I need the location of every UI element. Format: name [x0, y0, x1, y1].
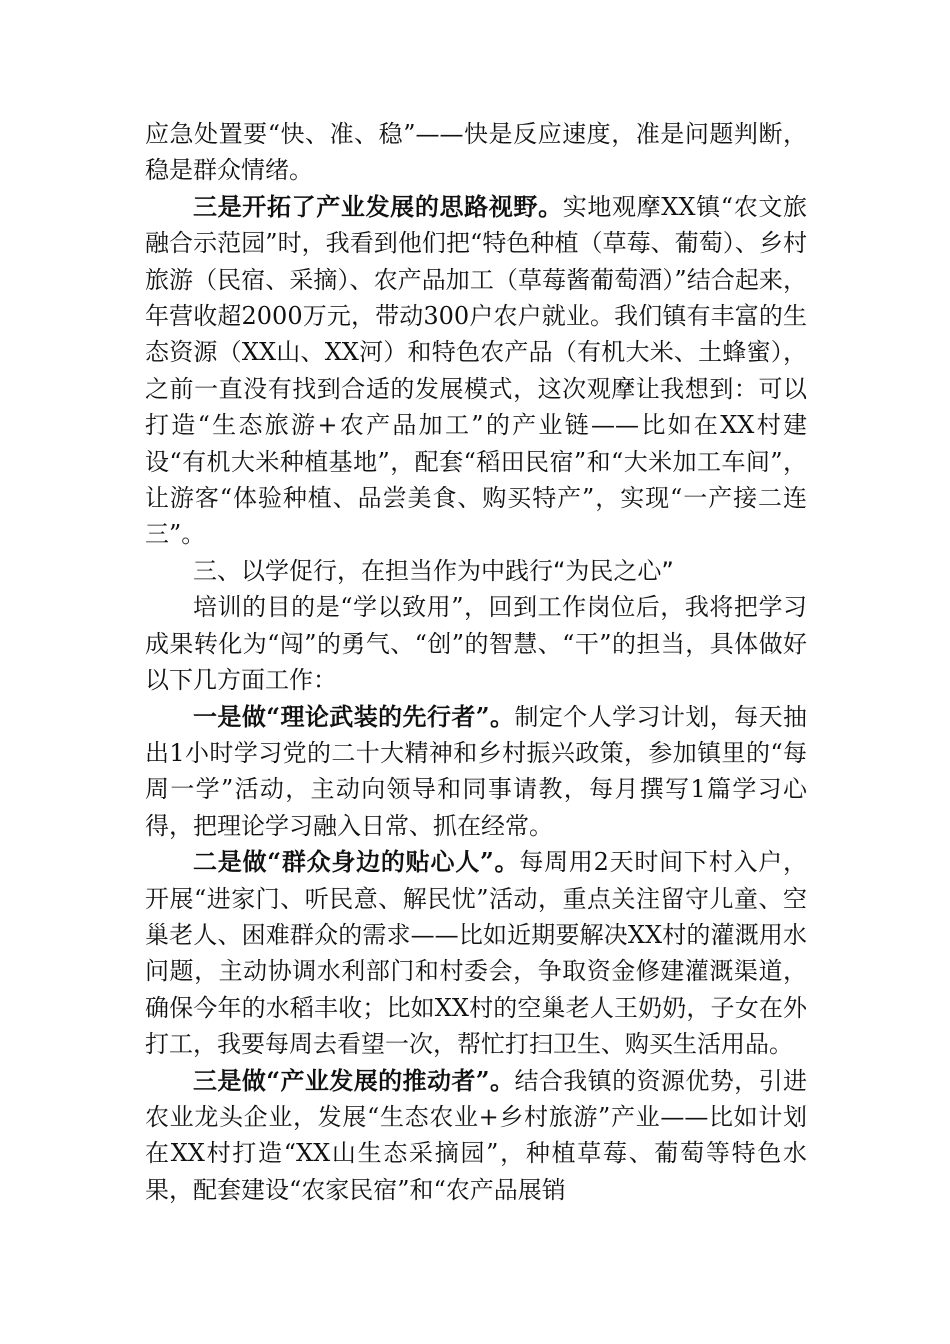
document-body: [145, 116, 807, 1208]
paragraph-text: 培训的目的是“学以致用”，回到工作岗位后，我将把学习成果转化为“闯”的勇气、“创”的智慧、“干”的担当，具体做好以下几方面工作：: [145, 593, 807, 695]
section-heading: [145, 553, 807, 589]
paragraph-industry-vision: [145, 189, 807, 553]
paragraph-text: 制定个人学习计划，每天抽出1小时学习党的二十大精神和乡村振兴政策，参加镇里的“每周一学”活动，主动向领导和同事请教，每月撰写1篇学习心得，把理论学习融入日常、抓在经常。: [145, 702, 808, 840]
section-heading-text: 三、以学促行，在担当作为中践行“为民之心”: [193, 556, 674, 585]
paragraph-text: 实地观摩XX镇“农文旅融合示范园”时，我看到他们把“特色种植（草莓、葡萄）、乡村旅游（民宿、采摘）、农产品加工（草莓酱葡萄酒）”结合起来，年营收超2000万元，带动300户农户就业。我们镇有丰富的生态资源（XX山、XX河）和特色农产品（有机大米、土蜂蜜），之前一直没有找到合适的发展模式，这次观摩让我想到：可以打造“生态旅游+农产品加工”的产业链——比如在XX村建设“有机大米种植基地”，配套“稻田民宿”和“大米加工车间”，让游客“体验种植、品尝美食、购买特产”，实现“一产接二连三”。: [145, 192, 807, 549]
paragraph-training-purpose: [145, 589, 807, 698]
paragraph-text: 结合我镇的资源优势，引进农业龙头企业，发展“生态农业+乡村旅游”产业——比如计划在XX村打造“XX山生态采摘园”，种植草莓、葡萄等特色水果，配套建设“农家民宿”和“农产品展销: [145, 1066, 808, 1204]
paragraph-text: 每周用2天时间下村入户，开展“进家门、听民意、解民忧”活动，重点关注留守儿童、空巢老人、困难群众的需求——比如近期要解决XX村的灌溉用水问题，主动协调水利部门和村委会，争取资金修建灌溉渠道，确保今年的水稻丰收；比如XX村的空巢老人王奶奶，子女在外打工，我要每周去看望一次，帮忙打扫卫生、购买生活用品。: [145, 848, 807, 1059]
paragraph-lead: 一是做“理论武装的先行者”。: [193, 701, 515, 731]
paragraph-theory-pioneer: [145, 699, 807, 845]
paragraph-text: 应急处置要“快、准、稳”——快是反应速度，准是问题判断，稳是群众情绪。: [145, 120, 807, 185]
paragraph-industry-promoter: [145, 1063, 807, 1209]
paragraph-lead: 三是开拓了产业发展的思路视野。: [193, 191, 563, 221]
paragraph-lead: 二是做“群众身边的贴心人”。: [193, 847, 520, 877]
paragraph-lead: 三是做“产业发展的推动者”。: [193, 1065, 515, 1095]
paragraph-people-caretaker: [145, 844, 807, 1062]
paragraph-emergency-response: [145, 116, 807, 189]
